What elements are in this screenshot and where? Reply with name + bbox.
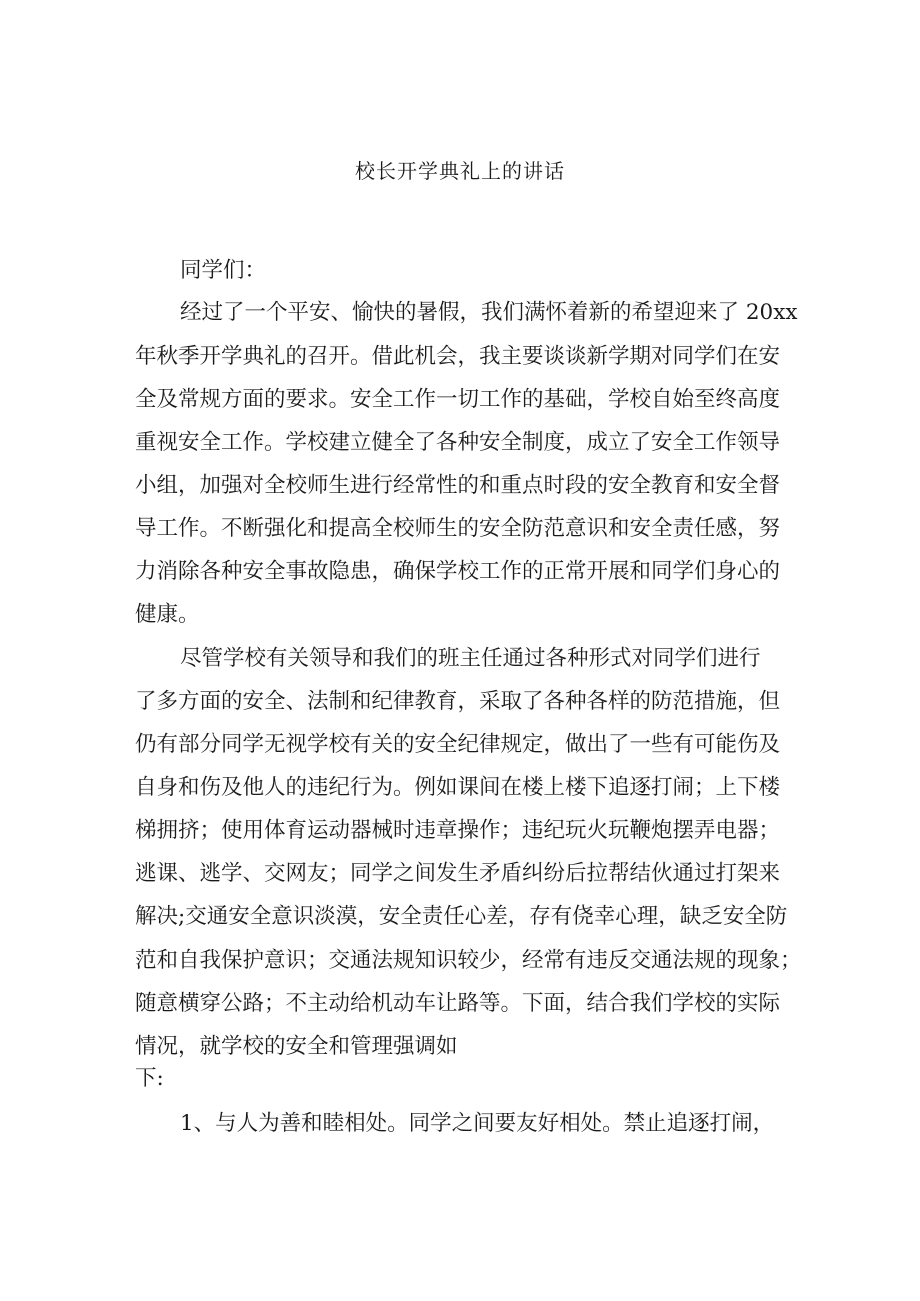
paragraph-line: 随意横穿公路；不主动给机动车让路等。下面，结合我们学校的实际 — [135, 991, 781, 1016]
paragraph-line: 重视安全工作。学校建立健全了各种安全制度，成立了安全工作领导 — [135, 430, 781, 455]
paragraph-line: 范和自我保护意识；交通法规知识较少，经常有违反交通法规的现象； — [135, 948, 802, 973]
paragraph-line: 尽管学校有关领导和我们的班主任通过各种形式对同学们进行 — [180, 646, 761, 671]
paragraph-line: 经过了一个平安、愉快的暑假，我们满怀着新的希望迎来了 20xx — [180, 300, 798, 325]
paragraph-line: 梯拥挤；使用体育运动器械时违章操作；违纪玩火玩鞭炮摆弄电器； — [135, 818, 781, 843]
paragraph-line: 逃课、逃学、交网友；同学之间发生矛盾纠纷后拉帮结伙通过打架来 — [135, 861, 781, 886]
paragraph-line: 全及常规方面的要求。安全工作一切工作的基础，学校自始至终高度 — [135, 387, 781, 412]
paragraph-line: 了多方面的安全、法制和纪律教育，采取了各种各样的防范措施，但 — [135, 689, 781, 714]
paragraph-line: 自身和伤及他人的违纪行为。例如课间在楼上楼下追逐打闹；上下楼 — [135, 775, 781, 800]
paragraph-line: 仍有部分同学无视学校有关的安全纪律规定，做出了一些有可能伤及 — [135, 732, 781, 757]
paragraph-line: 年秋季开学典礼的召开。借此机会，我主要谈谈新学期对同学们在安 — [135, 344, 781, 369]
paragraph-line: 健康。 — [135, 602, 200, 627]
salutation: 同学们： — [180, 258, 267, 283]
paragraph-line: 力消除各种安全事故隐患，确保学校工作的正常开展和同学们身心的 — [135, 559, 781, 584]
paragraph-line: 下: — [135, 1066, 164, 1091]
paragraph-line: 解决;交通安全意识淡漠，安全责任心差，存有侥幸心理，缺乏安全防 — [135, 904, 788, 929]
document-title: 校长开学典礼上的讲话 — [355, 159, 565, 183]
list-item: 1、与人为善和睦相处。同学之间要友好相处。禁止追逐打闹， — [180, 1111, 775, 1136]
paragraph-line: 情况，就学校的安全和管理强调如 — [135, 1034, 458, 1059]
paragraph-line: 导工作。不断强化和提高全校师生的安全防范意识和安全责任感，努 — [135, 516, 781, 541]
paragraph-line: 小组，加强对全校师生进行经常性的和重点时段的安全教育和安全督 — [135, 473, 781, 498]
